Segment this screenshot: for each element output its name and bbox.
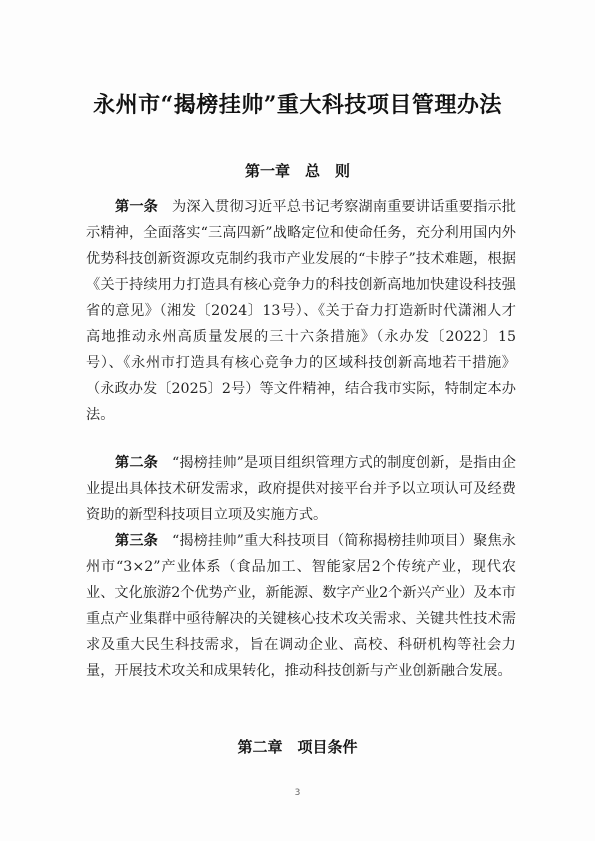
article-3-paragraph xyxy=(86,528,516,684)
article-3-label: 第三条 xyxy=(115,533,158,549)
article-2-text: “揭榜挂帅”是项目组织管理方式的制度创新，是指由企业提出具体技术研发需求，政府提供对接平台并予以立项认可及经费资助的新型科技项目立项及实施方式。 xyxy=(86,455,516,523)
chapter-heading-general-provisions: 第一章 总 则 xyxy=(244,162,350,180)
article-1-label: 第一条 xyxy=(115,199,159,215)
document-title: 永州市“揭榜挂帅”重大科技项目管理办法 xyxy=(93,92,502,118)
page-number: 3 xyxy=(294,788,301,798)
article-1-text: 为深入贯彻习近平总书记考察湖南重要讲话重要指示批示精神，全面落实“三高四新”战略定位和使命任务，充分利用国内外优势科技创新资源攻克制约我市产业发展的“卡脖子”技术难题，根据《关于持续用力打造具有核心竞争力的科技创新高地加快建设科技强省的意见》（湘发〔2024〕13号）、《关于奋力打造新时代潇湘人才高地推动永州高质量发展的三十六条措施》（永办发〔2022〕15号）、《永州市打造具有核心竞争力的区域科技创新高地若干措施》（永政办发〔2025〕2号）等文件精神，结合我市实际，特制定本办法。 xyxy=(86,199,516,423)
article-3-text: “揭榜挂帅”重大科技项目（简称揭榜挂帅项目）聚焦永州市“3×2”产业体系（食品加工、智能家居2个传统产业，现代农业、文化旅游2个优势产业，新能源、数字产业2个新兴产业）及本市重点产业集群中亟待解决的关键核心技术攻关需求、关键共性技术需求及重大民生科技需求，旨在调动企业、高校、科研机构等社会力量，开展技术攻关和成果转化，推动科技创新与产业创新融合发展。 xyxy=(86,533,516,679)
article-1-paragraph xyxy=(86,194,516,428)
chapter-heading-project-conditions: 第二章 项目条件 xyxy=(237,738,358,756)
article-2-label: 第二条 xyxy=(115,455,158,471)
article-2-paragraph xyxy=(86,450,516,528)
